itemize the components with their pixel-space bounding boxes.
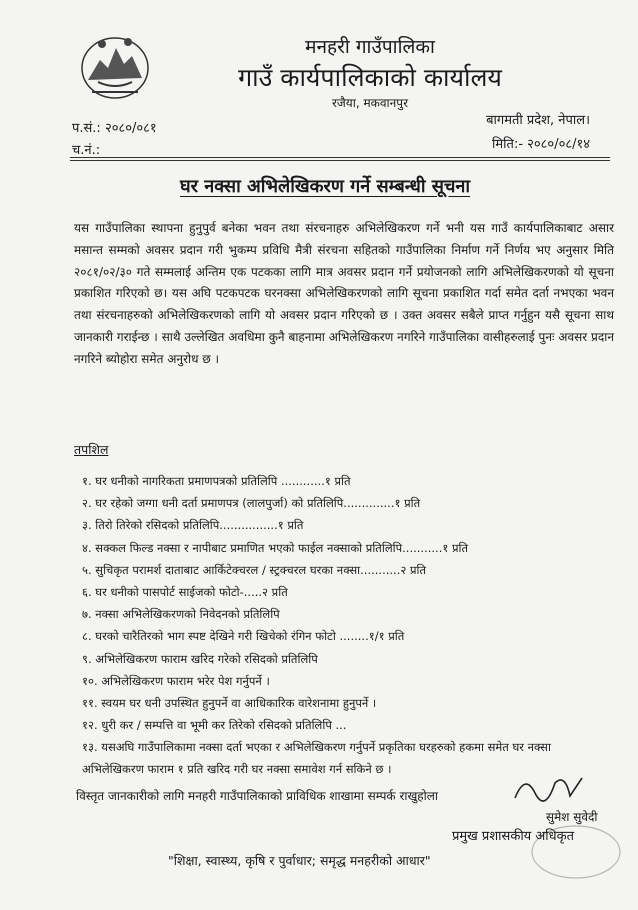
notice-title: घर नक्सा अभिलेखिकरण गर्ने सम्बन्धी सूचना bbox=[179, 176, 471, 197]
list-item: १. घर धनीको नागरिकता प्रमाणपत्रको प्रतिलिपि ............१ प्रति bbox=[82, 474, 351, 488]
office-address: रजैया, मकवानपुर bbox=[331, 96, 409, 110]
letter-date: मिति:- २०८०/०८/१४ bbox=[492, 137, 590, 152]
signature-mark bbox=[510, 768, 590, 808]
header-divider-2 bbox=[70, 160, 610, 161]
list-item: ७. नक्सा अभिलेखिकरणको निवेदनको प्रतिलिपि bbox=[82, 607, 280, 622]
signatory-name: सुमेश सुवेदी bbox=[546, 810, 598, 824]
list-item: ९. अभिलेखिकरण फाराम खरिद गरेको रसिदको प्रतिलिपि bbox=[82, 651, 318, 666]
province-label: बागमती प्रदेश, नेपाल। bbox=[486, 113, 590, 128]
dispatch-number: च.नं.: bbox=[72, 143, 101, 158]
list-item: ३. तिरो तिरेको रसिदको प्रतिलिपि................१ प्रति bbox=[82, 518, 304, 533]
nepal-emblem-logo bbox=[78, 30, 152, 102]
list-item: ६. घर धनीको पासपोर्ट साईजको फोटो-.....२ प्रति bbox=[82, 584, 288, 599]
municipality-name: मनहरी गाउँपालिका bbox=[305, 36, 435, 58]
office-name: गाउँ कार्यपालिकाको कार्यालय bbox=[238, 63, 502, 92]
list-item: २. घर रहेको जग्गा धनी दर्ता प्रमाणपत्र (लालपुर्जा) को प्रतिलिपि..............१ प्रति bbox=[82, 496, 421, 511]
list-item: ४. सक्कल फिल्ड नक्सा र नापीबाट प्रमाणित भएको फाईल नक्साको प्रतिलिपि...........१ प्रति bbox=[82, 540, 469, 555]
list-item: ११. स्वयम घर धनी उपस्थित हुनुपर्ने वा आधिकारिक वारेशनामा हुनुपर्ने । bbox=[82, 695, 377, 710]
signatory-title: प्रमुख प्रशासकीय अधिकृत bbox=[452, 829, 575, 844]
footer-motto: "शिक्षा, स्वास्थ्य, कृषि र पुर्वाधार; समृद्ध मनहरीको आधार" bbox=[168, 853, 431, 868]
letter-ref-number: प.सं.: २०८०/०८१ bbox=[72, 121, 157, 136]
list-item: १२. धुरी कर / सम्पत्ति वा भूमी कर तिरेको रसिदको प्रतिलिपि ... bbox=[82, 718, 347, 733]
notice-body: यस गाउँपालिका स्थापना हुनुपुर्व बनेका भवन तथा संरचनाहरु अभिलेखिकरण गर्ने भनी यस गाउँ कार्यपालिकाबाट असार मसान्त सम्मको अवसर प्रदान गरी भुकम्प प्रविधि मैत्री संरचना सहितको गाउँपालिका निर्माण गर्ने निर्णय भए अनुसार मिति २०८१/०२/३० गते सम्मलाई अन्तिम एक पटकका लागि मात्र अवसर प्रदान गर्ने प्रयोजनको लागि अभिलेखिकरणको यो सूचना प्रकाशित गरिएको छ। यस अघि पटकपटक घरनक्सा अभिलेखिकरणको लागि सूचना प्रकाशित गर्दा समेत दर्ता नभएका भवन तथा संरचनाहरुको अभिलेखिकरणको लागि यो अवसर प्रदान गरिएको छ । उक्त अवसर सबैले प्राप्त गर्नुहुन यसै सूचना साथ जानकारी गराईन्छ । साथै उल्लेखित अवधिमा कुनै बाहनामा अभिलेखिकरण नगरिने गाउँपालिका वासीहरुलाई पुनः अवसर प्रदान नगरिने ब्योहोरा समेत अनुरोध छ । bbox=[74, 221, 614, 366]
details-heading: तपशिल bbox=[74, 442, 109, 457]
list-item: ५. सुचिकृत परामर्श दाताबाट आर्किटेक्चरल / स्ट्रक्चरल घरका नक्सा...........२ प्रति bbox=[82, 562, 427, 577]
list-item: ८. घरको चारैतिरको भाग स्पष्ट देखिने गरी खिचेको रंगिन फोटो ........१/१ प्रति bbox=[82, 629, 405, 644]
contact-note: विस्तृत जानकारीको लागि मनहरी गाउँपालिकाको प्राविधिक शाखामा सम्पर्क राखुहोला bbox=[76, 789, 438, 803]
list-item: १३. यसअघि गाउँपालिकामा नक्सा दर्ता भएका र अभिलेखिकरण गर्नुपर्ने प्रकृतिका घरहरुको हकमा समेत घर नक्सा अभिलेखिकरण फाराम १ प्रति खरिद गरी घर नक्सा समावेश गर्न सकिने छ । bbox=[82, 740, 551, 777]
list-item: १०. अभिलेखिकरण फाराम भरेर पेश गर्नुपर्ने । bbox=[82, 673, 270, 688]
header-divider bbox=[70, 157, 610, 158]
requirements-list bbox=[82, 470, 612, 781]
